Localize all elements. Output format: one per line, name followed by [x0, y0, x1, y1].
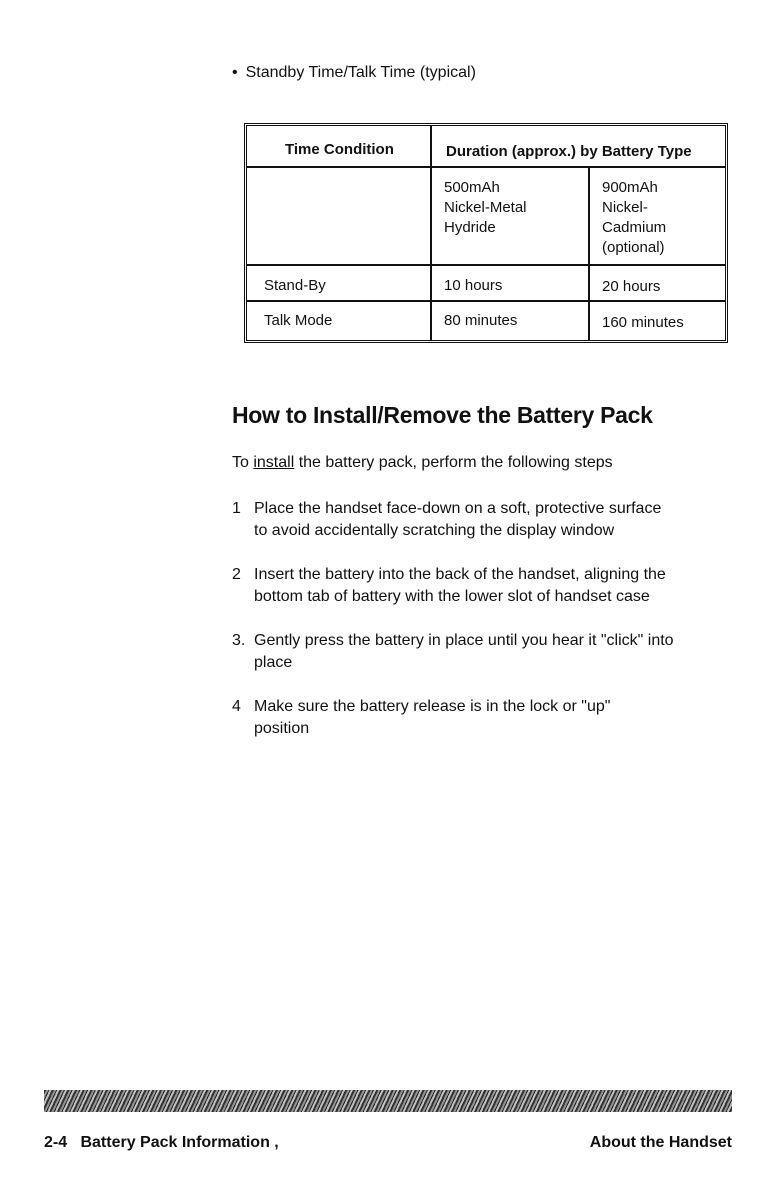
step-number: 2	[232, 566, 241, 583]
intro-paragraph	[232, 454, 613, 472]
step-number: 3.	[232, 632, 246, 649]
section-heading: How to Install/Remove the Battery Pack	[232, 402, 653, 428]
bullet-item-standby-talk	[232, 64, 476, 82]
table-rule	[247, 166, 725, 168]
battery-time-table	[244, 123, 728, 343]
battery-type-500	[444, 178, 527, 238]
row-value: 20 hours	[602, 278, 661, 295]
step-line: to avoid accidentally scratching the display window	[254, 522, 615, 539]
row-condition: Stand-By	[264, 277, 326, 294]
bullet-icon: •	[232, 64, 238, 81]
step-line: Make sure the battery release is in the lock or "up"	[254, 698, 611, 715]
table-rule	[588, 166, 590, 340]
step-line: Gently press the battery in place until you hear it "click" into	[254, 632, 674, 649]
table-rule	[430, 126, 432, 340]
bullet-text: Standby Time/Talk Time (typical)	[245, 64, 476, 81]
step-line: position	[254, 720, 310, 737]
step-number: 1	[232, 500, 241, 517]
battery-type-line: 500mAh	[444, 179, 500, 196]
table-rule	[247, 300, 725, 302]
battery-type-line: 900mAh	[602, 179, 658, 196]
battery-type-900	[602, 178, 666, 258]
step-line: place	[254, 654, 293, 671]
row-condition: Talk Mode	[264, 312, 333, 329]
step-line: Insert the battery into the back of the handset, aligning the	[254, 566, 666, 583]
table-rule	[247, 264, 725, 266]
battery-type-line: Cadmium	[602, 219, 667, 236]
header-duration: Duration (approx.) by Battery Type	[446, 143, 692, 160]
header-time-condition: Time Condition	[285, 141, 394, 158]
intro-prefix: To	[232, 454, 254, 471]
battery-type-line: Hydride	[444, 219, 496, 236]
battery-type-line: Nickel-	[602, 199, 648, 216]
footer-section-label: 2-4 Battery Pack Information ,	[44, 1134, 279, 1151]
row-value: 80 minutes	[444, 312, 518, 329]
row-value: 160 minutes	[602, 314, 684, 331]
battery-type-line: (optional)	[602, 239, 665, 256]
footer-decorative-bar	[44, 1090, 732, 1112]
intro-underlined: install	[253, 454, 295, 471]
intro-suffix: the battery pack, perform the following steps	[294, 454, 613, 471]
battery-type-line: Nickel-Metal	[444, 199, 527, 216]
row-value: 10 hours	[444, 277, 503, 294]
step-number: 4	[232, 698, 241, 715]
step-line: bottom tab of battery with the lower slot of handset case	[254, 588, 650, 605]
step-line: Place the handset face-down on a soft, protective surface	[254, 500, 662, 517]
footer-chapter-label: About the Handset	[589, 1134, 732, 1151]
